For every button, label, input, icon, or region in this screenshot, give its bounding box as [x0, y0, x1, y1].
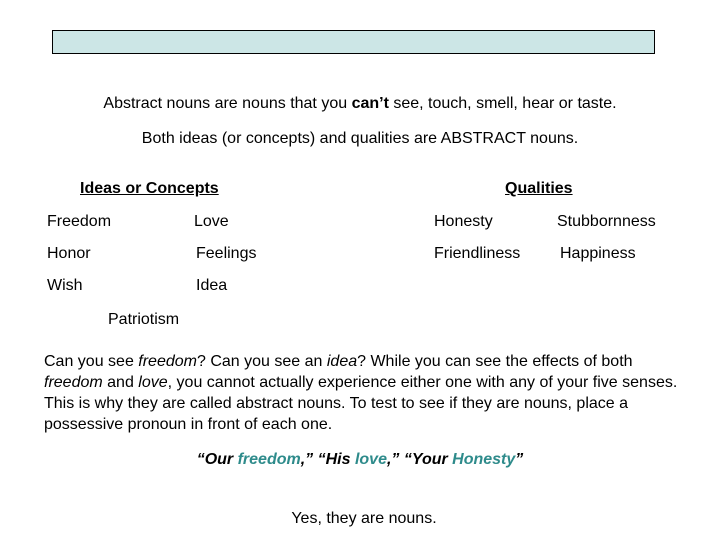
quote-highlight: Honesty	[452, 451, 516, 468]
quote-text: “Our	[196, 451, 238, 468]
idea-item: Wish	[47, 277, 83, 294]
idea-item: Honor	[47, 245, 91, 262]
paragraph-emphasis: love	[138, 374, 168, 391]
quote-text: ,” “Your	[386, 451, 453, 468]
idea-item: Love	[194, 213, 229, 230]
paragraph-text: Can you see	[44, 353, 139, 370]
idea-item: Patriotism	[108, 311, 180, 328]
intro-line-1-end: see, touch, smell, hear or taste.	[388, 95, 617, 112]
intro-line-1	[0, 95, 720, 113]
quality-item: Happiness	[560, 245, 636, 262]
closing-line: Yes, they are nouns.	[291, 510, 437, 527]
quality-item: Friendliness	[434, 245, 521, 262]
example-quote	[0, 451, 720, 469]
quality-item: Honesty	[434, 213, 493, 230]
quality-item: Stubbornness	[557, 213, 656, 230]
intro-line-2: Both ideas (or concepts) and qualities are ABSTRACT nouns.	[141, 130, 579, 147]
quote-text: ,” “His	[300, 451, 355, 468]
ideas-heading: Ideas or Concepts	[80, 180, 219, 197]
quote-highlight: love	[354, 451, 387, 468]
qualities-heading: Qualities	[505, 180, 573, 197]
paragraph-text: ? While you can see the effects of both	[357, 353, 633, 370]
paragraph-emphasis: freedom	[44, 374, 103, 391]
paragraph-text: ? Can you see an	[196, 353, 327, 370]
explanation-paragraph	[44, 351, 684, 435]
idea-item: Feelings	[196, 245, 257, 262]
title-box	[52, 30, 655, 54]
paragraph-text: , you cannot actually experience either one with any of your five senses. This is why they are called abstract nouns. To test to see if they are nouns, place a possessive pronoun in front of each one.	[44, 374, 678, 433]
intro-emphasis: can’t	[351, 95, 389, 112]
quote-text: ”	[515, 451, 524, 468]
paragraph-text: and	[102, 374, 139, 391]
quote-highlight: freedom	[237, 451, 301, 468]
paragraph-emphasis: freedom	[138, 353, 197, 370]
idea-item: Idea	[196, 277, 228, 294]
idea-item: Freedom	[47, 213, 112, 230]
paragraph-emphasis: idea	[326, 353, 358, 370]
intro-line-1-start: Abstract nouns are nouns that you	[103, 95, 352, 112]
